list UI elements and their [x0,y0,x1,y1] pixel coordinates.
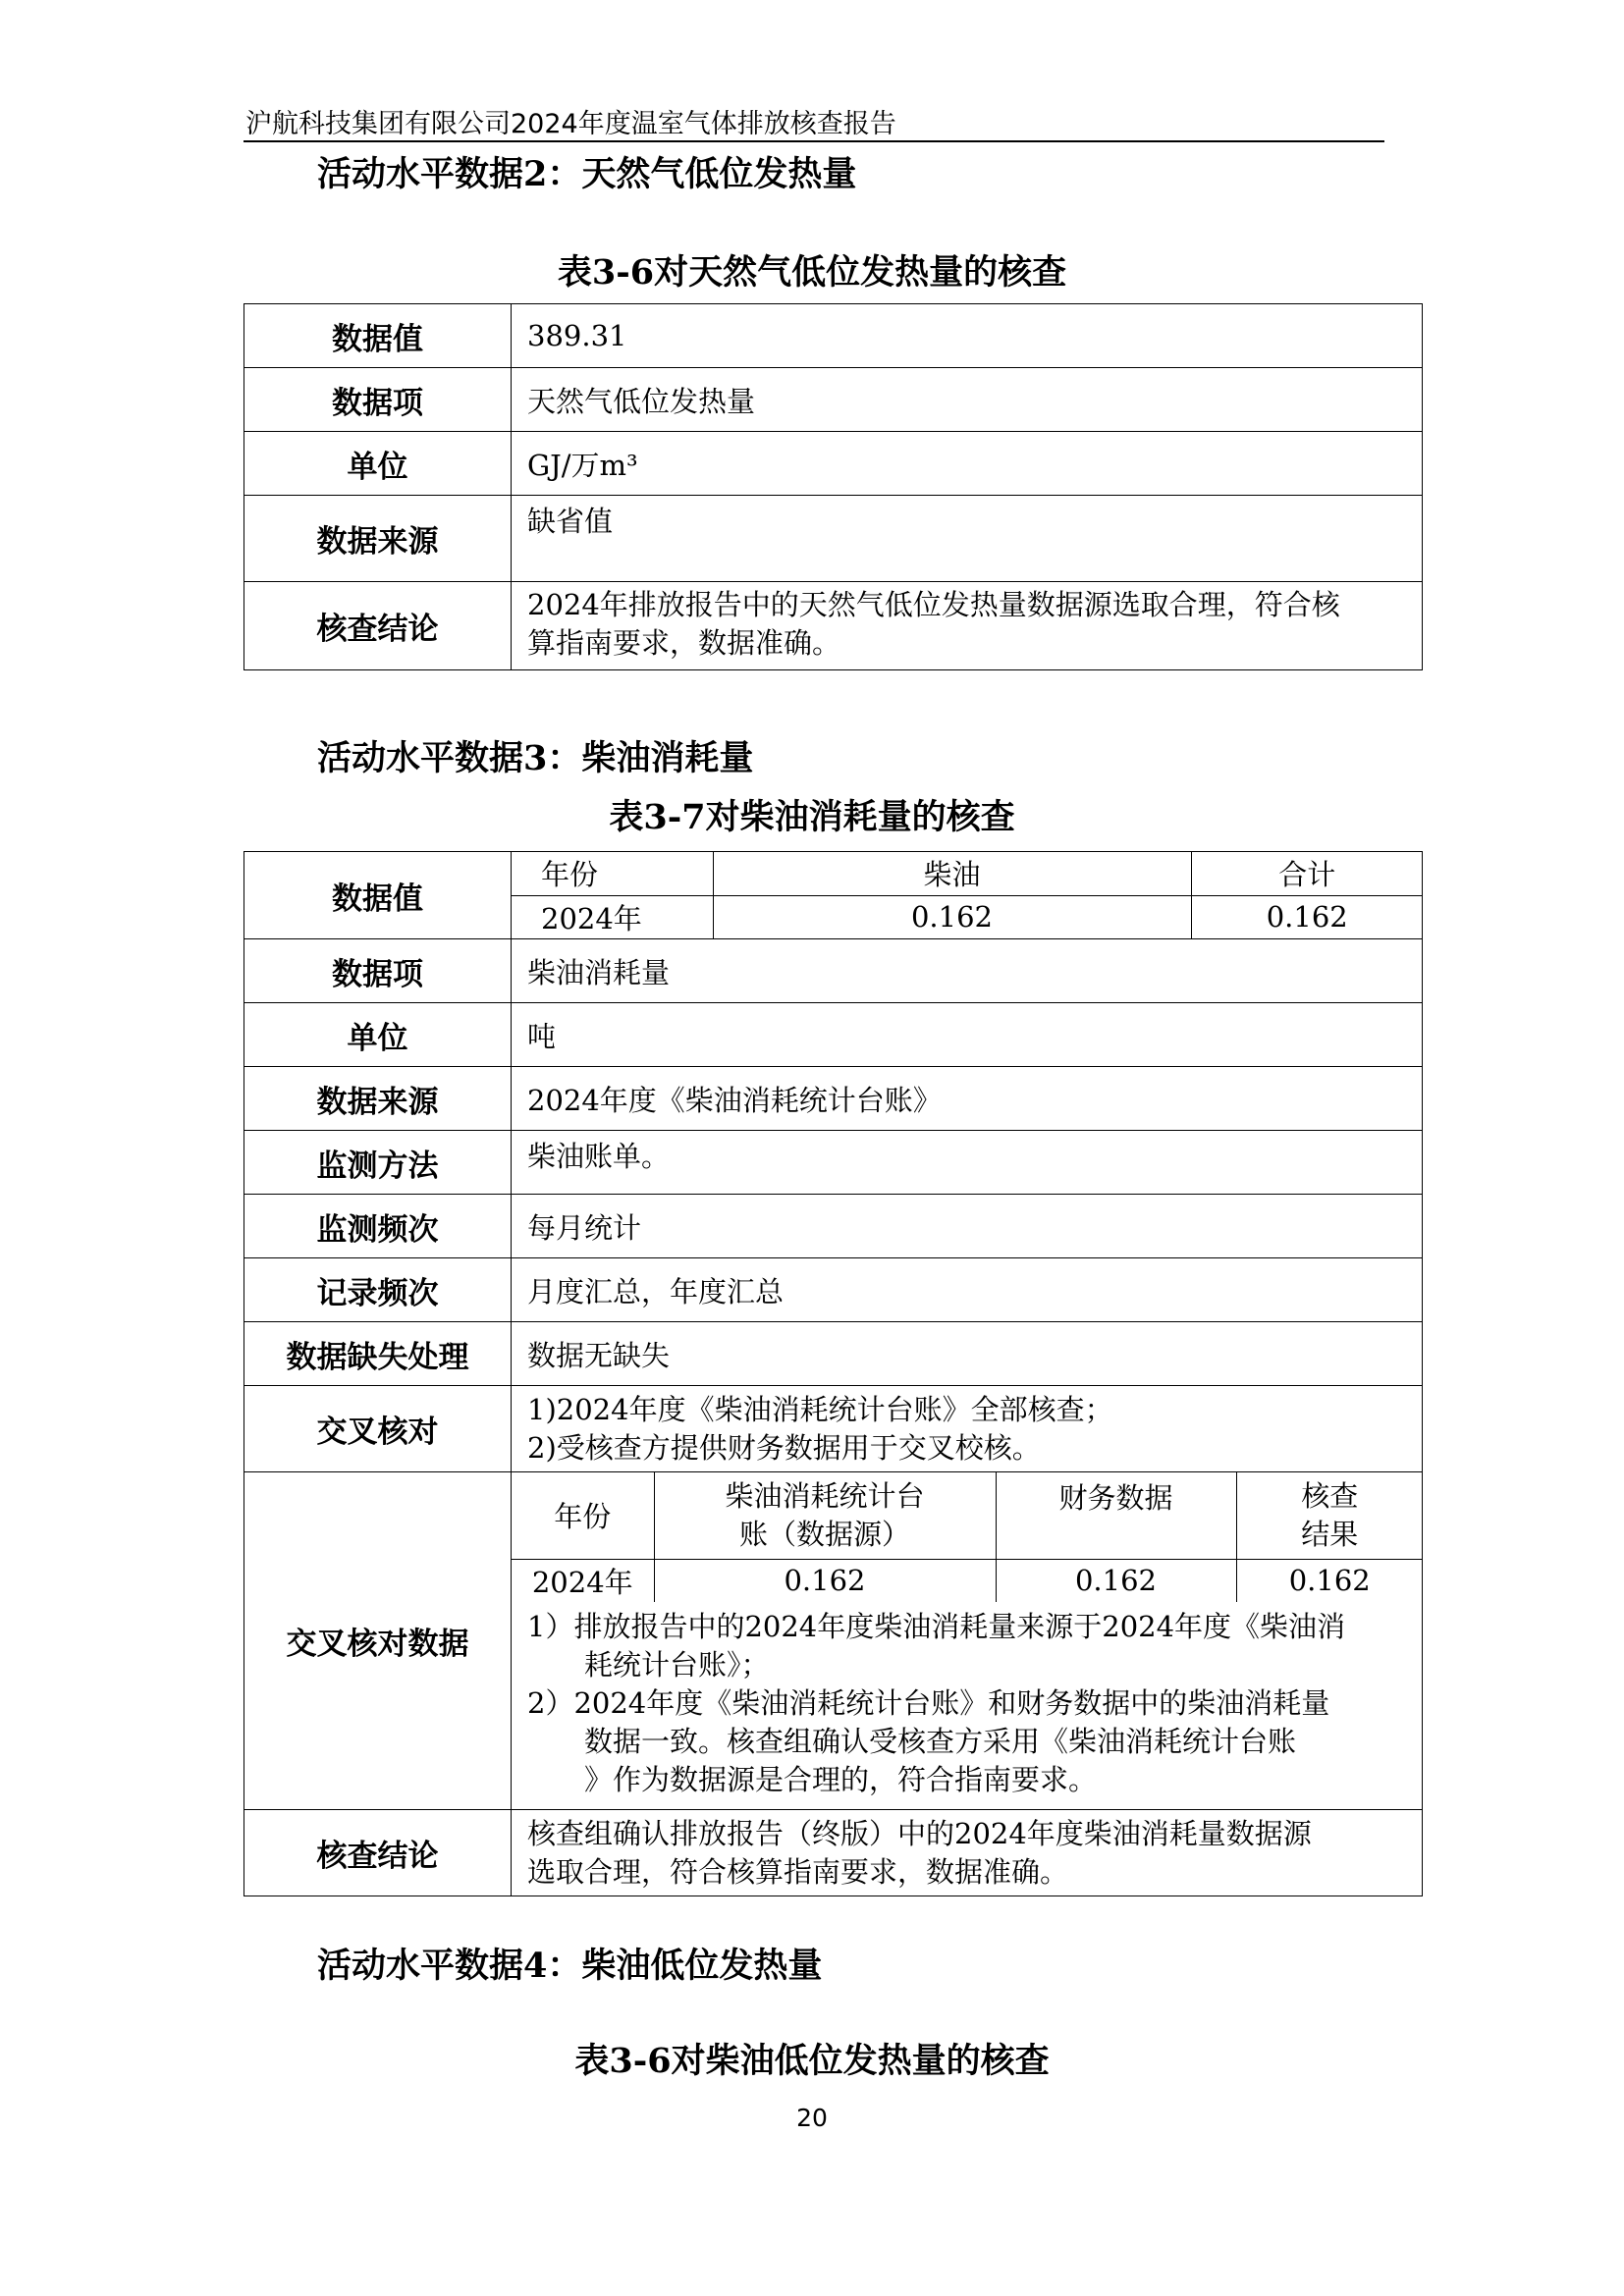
conclusion-label: 核查结论 [244,582,512,670]
note-2-line-2: 数据一致。核查组确认受核查方采用《柴油消耗统计台账 [584,1725,1297,1758]
item-cell: 柴油消耗量 [512,939,1423,1003]
table-3-7-caption: 表3-7对柴油消耗量的核查 [609,797,1015,837]
source-cell: 2024年度《柴油消耗统计台账》 [512,1067,1423,1131]
table-3-6 [244,303,1423,670]
header-result-line-2: 结果 [1301,1517,1359,1551]
header-diesel: 柴油 [713,852,1191,895]
source-cell: 缺省值 [512,496,1423,582]
header-ledger [654,1472,996,1559]
cross-check-data-cell [512,1472,1423,1810]
header-finance: 财务数据 [996,1472,1236,1559]
table-3-6-caption: 表3-6对天然气低位发热量的核查 [557,252,1067,293]
record-frequency-cell: 月度汇总，年度汇总 [512,1258,1423,1322]
source-label: 数据来源 [244,496,512,582]
source-label: 数据来源 [244,1067,512,1131]
conclusion-label: 核查结论 [244,1810,512,1896]
header-result [1236,1472,1423,1559]
record-frequency-label: 记录频次 [244,1258,512,1322]
unit-label: 单位 [244,1003,512,1067]
header-rule [244,140,1384,142]
conclusion-line-2: 算指南要求，数据准确。 [527,626,841,660]
conclusion-line-2: 选取合理，符合核算指南要求，数据准确。 [527,1854,1069,1889]
cross-check-cell [512,1386,1423,1472]
row-ledger: 0.162 [654,1559,996,1602]
table-3-6b-caption: 表3-6对柴油低位发热量的核查 [574,2041,1050,2081]
value-label: 数据值 [244,304,512,368]
conclusion-cell [512,582,1423,670]
value-cell: 389.31 [512,304,1423,368]
table-3-7 [244,851,1423,1896]
cross-check-notes [512,1602,1422,1799]
conclusion-line-1: 2024年排放报告中的天然气低位发热量数据源选取合理，符合核 [527,588,1340,621]
method-label: 监测方法 [244,1131,512,1195]
note-2-line-1: 2）2024年度《柴油消耗统计台账》和财务数据中的柴油消耗量 [527,1686,1330,1720]
item-cell: 天然气低位发热量 [512,368,1423,432]
unit-label: 单位 [244,432,512,496]
cross-check-line-1: 1)2024年度《柴油消耗统计台账》全部核查； [527,1392,1113,1426]
cross-check-label: 交叉核对 [244,1386,512,1472]
row-finance: 0.162 [996,1559,1236,1602]
header-year: 年份 [512,852,713,895]
item-label: 数据项 [244,939,512,1003]
unit-cell: GJ/万m³ [512,432,1423,496]
monitor-frequency-cell: 每月统计 [512,1195,1423,1258]
row-result: 0.162 [1236,1559,1423,1602]
header-result-line-1: 核查 [1301,1478,1359,1513]
section4-heading: 活动水平数据4：柴油低位发热量 [317,1946,823,1986]
section3-heading: 活动水平数据3：柴油消耗量 [317,738,754,778]
cross-check-data-label: 交叉核对数据 [244,1472,512,1810]
conclusion-line-1: 核查组确认排放报告（终版）中的2024年度柴油消耗量数据源 [527,1816,1312,1850]
cross-check-line-2: 2)受核查方提供财务数据用于交叉校核。 [527,1430,1041,1465]
note-1-line-1: 1）排放报告中的2024年度柴油消耗量来源于2024年度《柴油消 [527,1610,1346,1643]
note-2-line-3: 》作为数据源是合理的，符合指南要求。 [584,1763,1098,1796]
header-ledger-line-2: 账（数据源） [738,1517,910,1551]
row-year: 2024年 [512,1559,654,1602]
monitor-frequency-label: 监测频次 [244,1195,512,1258]
missing-data-label: 数据缺失处理 [244,1322,512,1386]
value-label: 数据值 [244,852,512,939]
method-cell: 柴油账单。 [512,1131,1423,1195]
header-year: 年份 [512,1472,654,1559]
value-subtable [512,852,1423,938]
header-ledger-line-1: 柴油消耗统计台 [725,1478,925,1513]
unit-cell: 吨 [512,1003,1423,1067]
note-1-line-2: 耗统计台账》； [584,1648,770,1682]
header-total: 合计 [1191,852,1423,895]
conclusion-cell [512,1810,1423,1896]
page-number: 20 [796,2104,828,2132]
cross-check-subtable [512,1472,1423,1602]
item-label: 数据项 [244,368,512,432]
missing-data-cell: 数据无缺失 [512,1322,1423,1386]
value-subtable-cell [512,852,1423,939]
row-diesel: 0.162 [713,895,1191,938]
row-total: 0.162 [1191,895,1423,938]
row-year: 2024年 [512,895,713,938]
page-header-title: 沪航科技集团有限公司2024年度温室气体排放核查报告 [245,109,896,139]
section2-heading: 活动水平数据2：天然气低位发热量 [317,154,857,194]
